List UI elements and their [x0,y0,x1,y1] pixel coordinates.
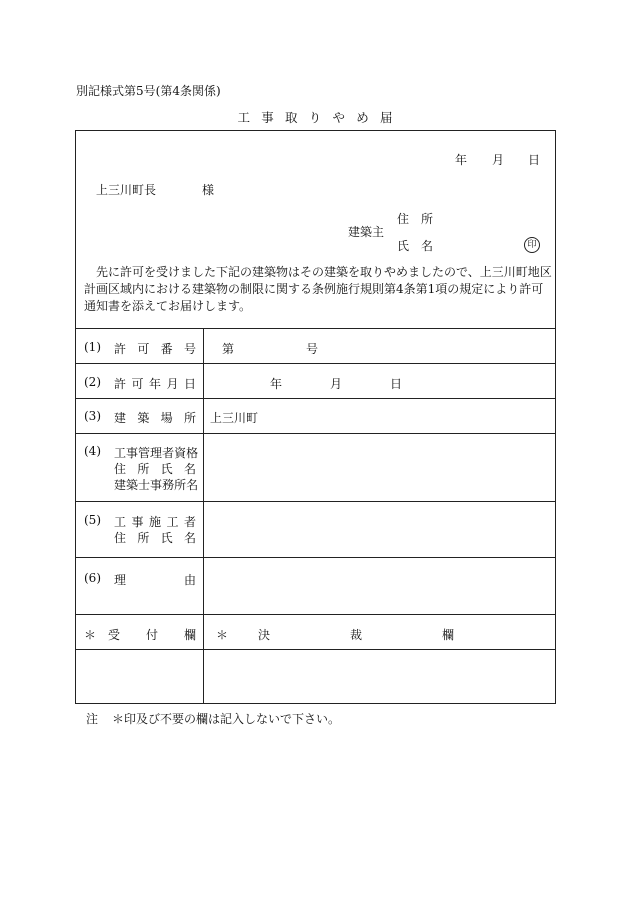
label-char: 場 [160,411,173,425]
label-char: 事 [131,515,144,529]
row4-number: (4) [84,444,101,458]
label-char: 事 [150,478,163,492]
label-char: 者 [162,446,175,460]
row2-number: (2) [84,375,101,389]
label-char: 所 [137,531,150,545]
label-char: 理 [114,573,127,587]
applicant-role: 建築主 [348,225,385,239]
row6-number: (6) [84,571,101,585]
label-char: 施 [148,515,161,529]
row4-line2 [114,460,196,477]
decision-star: ＊ [216,628,229,642]
row4-line3 [114,476,199,493]
seal-mark: 印 [524,237,540,253]
row1-go: 号 [306,342,319,356]
received-star: ＊ [84,628,97,642]
received-label [108,626,196,643]
label-char: 理 [150,446,163,460]
note-prefix: 注 [86,712,99,726]
label-char: 築 [126,478,139,492]
label-char: 受 [108,628,121,642]
row1-number: (1) [84,340,101,354]
row2-month: 月 [330,377,343,391]
label-char: 工 [166,515,179,529]
document-title: 工事取りやめ届 [237,110,404,125]
row2-day: 日 [390,377,403,391]
label-char: 住 [114,462,127,476]
label-char: 可 [131,377,144,391]
date-month: 月 [492,153,505,167]
label-char: 工 [114,515,127,529]
label-char: 可 [137,342,150,356]
applicant-address-label: 住 所 [397,212,434,226]
label-char: 号 [183,342,196,356]
notification-body: 先に許可を受けました下記の建築物はその建築を取りやめましたので、上三川町地区計画区域内における建築物の制限に関する条例施行規則第4条第1項の規定により許可通知書を添えてお届けします。 [84,265,552,313]
label-char: 格 [186,446,199,460]
addressee-name: 上三川町長 [96,183,157,197]
label-char: 管 [138,446,151,460]
row6-label [114,571,196,588]
label-char: 付 [145,628,158,642]
label-char: 事 [126,446,139,460]
label-char: 許 [114,377,127,391]
label-char: 建 [114,411,127,425]
column-divider [203,328,204,703]
row3-value: 上三川町 [210,411,259,425]
label-char: 日 [183,377,196,391]
label-char: 年 [148,377,161,391]
row1-dai: 第 [222,342,235,356]
label-char: 決 [258,628,271,642]
label-char: 建 [114,478,127,492]
label-char: 築 [137,411,150,425]
label-char: 月 [166,377,179,391]
applicant-name-label: 氏 名 [397,239,434,253]
label-char: 名 [183,462,196,476]
row1-label [114,340,196,357]
form-number-label: 別記様式第5号(第4条関係) [76,84,221,98]
divider-row5 [76,557,555,558]
label-char: 名 [183,531,196,545]
date-year: 年 [455,153,468,167]
label-char: 許 [114,342,127,356]
row3-number: (3) [84,409,101,423]
row2-label [114,375,196,392]
label-char: 工 [114,446,127,460]
row5-line2 [114,529,196,546]
note-text: ＊印及び不要の欄は記入しないで下さい。 [112,712,341,726]
label-char: 士 [138,478,151,492]
row3-label [114,409,196,426]
row5-number: (5) [84,513,101,527]
row4-line1 [114,444,199,461]
label-char: 者 [183,515,196,529]
addressee-suffix: 様 [202,183,215,197]
divider-body [76,328,555,329]
divider-row2 [76,398,555,399]
label-char: 住 [114,531,127,545]
label-char: 名 [186,478,199,492]
divider-row4 [76,501,555,502]
label-char: 由 [183,573,196,587]
label-char: 氏 [160,531,173,545]
label-char: 裁 [349,628,362,642]
label-char: 番 [160,342,173,356]
label-char: 欄 [441,628,454,642]
row5-line1 [114,513,196,530]
divider-row6 [76,614,555,615]
label-char: 所 [137,462,150,476]
label-char: 資 [174,446,187,460]
label-char: 務 [162,478,175,492]
label-char: 氏 [160,462,173,476]
divider-office-header [76,649,555,650]
divider-row3 [76,433,555,434]
date-day: 日 [528,153,541,167]
row2-year: 年 [270,377,283,391]
label-char: 所 [183,411,196,425]
label-char: 所 [174,478,187,492]
label-char: 欄 [183,628,196,642]
divider-row1 [76,363,555,364]
decision-label [258,626,454,643]
